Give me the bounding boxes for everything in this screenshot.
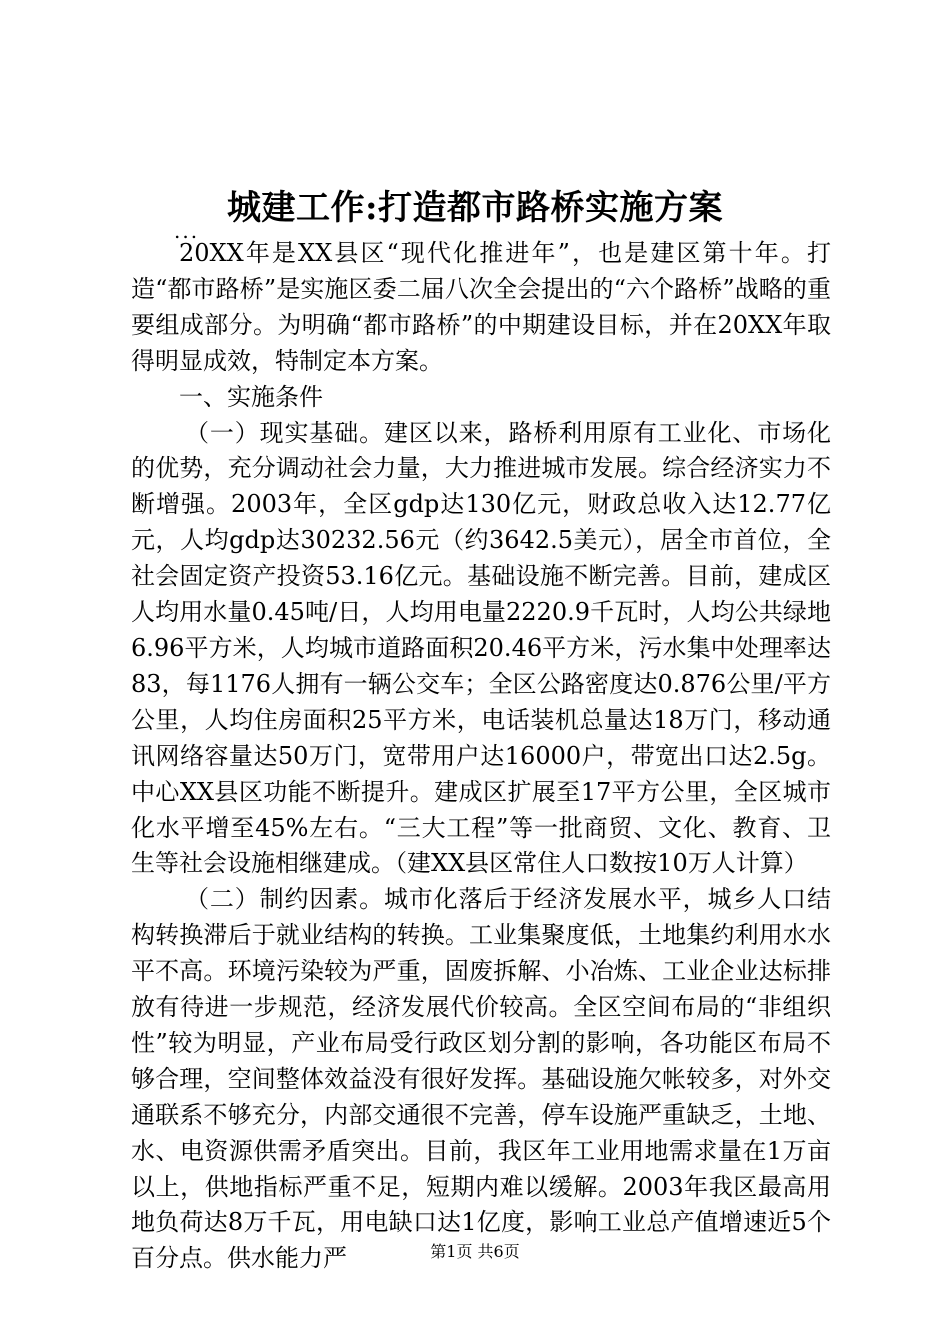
document-title: 城建工作:打造都市路桥实施方案 (226, 188, 724, 228)
ellipsis-marker: ... (174, 219, 200, 243)
paragraph-current-basis: （一）现实基础。建区以来，路桥利用原有工业化、市场化的优势，充分调动社会力量，大力推进城市发展。综合经济实力不断增强。2003年，全区gdp达130亿元，财政总收入达12.77亿元，人均gdp达30232.56元（约3642.5美元），居全市首位，全社会固定资产投资53.16亿元。基础设施不断完善。目前，建成区人均用水量0.45吨/日，人均用电量2220.9千瓦时，人均公共绿地6.96平方米，人均城市道路面积20.46平方米，污水集中处理率达83，每1176人拥有一辆公交车；全区公路密度达0.876公里/平方公里，人均住房面积25平方米，电话装机总量达18万门，移动通讯网络容量达50万门，宽带用户达16000户，带宽出口达2.5g。中心XX县区功能不断提升。建成区扩展至17平方公里，全区城市化水平增至45%左右。“三大工程”等一批商贸、文化、教育、卫生等社会设施相继建成。（建XX县区常住人口数按10万人计算） (131, 418, 831, 878)
document-body (131, 236, 831, 1277)
paragraph-constraints: （二）制约因素。城市化落后于经济发展水平，城乡人口结构转换滞后于就业结构的转换。工业集聚度低，土地集约利用水水平不高。环境污染较为严重，固废拆解、小冶炼、工业企业达标排放有待进一步规范，经济发展代价较高。全区空间布局的“非组织性”较为明显，产业布局受行政区划分割的影响，各功能区布局不够合理，空间整体效益没有很好发挥。基础设施欠帐较多，对外交通联系不够充分，内部交通很不完善，停车设施严重缺乏，土地、水、电资源供需矛盾突出。目前，我区年工业用地需求量在1万亩以上，供地指标严重不足，短期内难以缓解。2003年我区最高用地负荷达8万千瓦，用电缺口达1亿度，影响工业总产值增速近5个百分点。供水能力严 (131, 885, 831, 1273)
page-number-footer: 第1页 共6页 (430, 1242, 520, 1261)
section-heading-conditions: 一、实施条件 (179, 382, 323, 411)
intro-paragraph: 20XX年是XX县区“现代化推进年”，也是建区第十年。打造“都市路桥”是实施区委二届八次全会提出的“六个路桥”战略的重要组成部分。为明确“都市路桥”的中期建设目标，并在20XX年取得明显成效，特制定本方案。 (131, 239, 831, 375)
